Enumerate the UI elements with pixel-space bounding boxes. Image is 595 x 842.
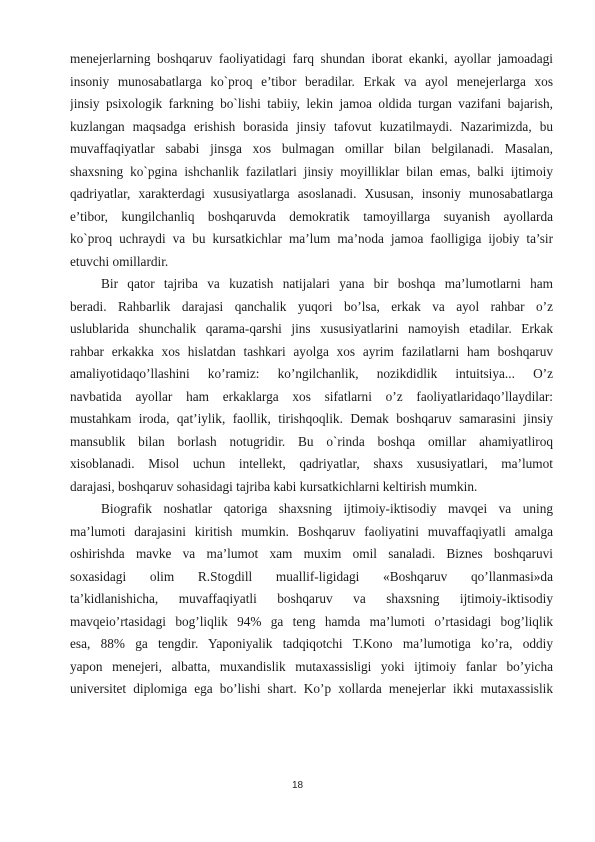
text-line: menejerlarning boshqaruv faoliyatidagi farq shundan iborat ekanki, ayollar jamoadagi [70,51,553,66]
text-line: etuvchi omillardir. [70,253,169,269]
page-number: 18 [291,780,304,791]
text-line: ko`proq uchraydi va bu kursatkichlar ma’lum ma’noda jamoa faolligiga ijobiy ta’sir [70,231,553,246]
text-line: rahbar erkakka xos hislatdan tashkari ayolga xos ayrim fazilatlarni ham boshqaruv [70,343,553,359]
text-line: universitet diplomiga ega bo’lishi shart. Ko’p xollarda menejerlar ikki mutaxassislik [70,681,553,696]
text-line: beradi. Rahbarlik darajasi qanchalik yuqori bo’lsa, erkak va ayol rahbar o’z [70,298,553,314]
text-line: uslublarida shunchalik qarama-qarshi jins xususiyatlarini namoyish etadilar. Erkak [70,321,553,336]
text-line: Biografik noshatlar qatoriga shaxsning ijtimoiy-iktisodiy mavqei va uning [101,501,553,516]
text-line: qadriyatlar, xarakterdagi xususiyatlarga asoslanadi. Xususan, insoniy munosabatlarga [70,186,553,201]
paragraph-2 [70,273,553,498]
text-line: mansublik bilan borlash notugridir. Bu o`rinda boshqa omillar ahamiyatliroq [70,433,553,449]
paragraph-1 [70,48,553,273]
text-line: oshirishda mavke va ma’lumot xam muxim omil sanaladi. Biznes boshqaruvi [70,546,553,561]
text-line: ta’kidlanishicha, muvaffaqiyatli boshqaruv va shaxsning ijtimoiy-iktisodiy [70,591,553,606]
text-line: esa, 88% ga tengdir. Yaponiyalik tadqiqotchi T.Kono ma’lumotiga ko’ra, oddiy [70,636,553,651]
text-line: navbatida ayollar ham erkaklarga xos sifatlarni o’z faoliyatlaridaqo’llaydilar: [70,388,553,404]
text-line: yapon menejeri, albatta, muxandislik mutaxassisligi yoki ijtimoiy fanlar bo’yicha [70,658,553,674]
text-line: mustahkam iroda, qat’iylik, faollik, tirishqoqlik. Demak boshqaruv samarasini jinsiy [70,411,553,426]
text-line: jinsiy psixologik farkning bo`lishi tabiiy, lekin jamoa oldida turgan vazifani bajarish, [70,96,553,111]
text-line: amaliyotidaqo’llashini ko’ramiz: ko’ngilchanlik, nozikdidlik intuitsiya... O’z [70,366,553,381]
text-line: e’tibor, kungilchanliq boshqaruvda demokratik tamoyillarga suyanish ayollarda [70,208,553,224]
text-line: soxasidagi olim R.Stogdill muallif-ligidagi «Boshqaruv qo’llanmasi»da [70,568,553,584]
text-line: darajasi, boshqaruv sohasidagi tajriba kabi kursatkichlarni keltirish mumkin. [70,478,478,494]
text-line: shaxsning ko`pgina ishchanlik fazilatlari jinsiy moyilliklar bilan emas, balki ijtimoiy [70,163,553,179]
text-line: xisoblanadi. Misol uchun intellekt, qadriyatlar, shaxs xususiyatlari, ma’lumot [70,456,553,471]
text-line: muvaffaqiyatlar sababi jinsga xos bulmagan omillar bilan belgilanadi. Masalan, [70,141,553,156]
document-page [70,48,553,701]
text-line: kuzlangan maqsadga erishish borasida jinsiy tafovut kuzatilmaydi. Nazarimizda, bu [70,118,553,134]
text-line: ma’lumoti darajasini kiritish mumkin. Boshqaruv faoliyatini muvaffaqiyatli amalga [70,523,553,539]
paragraph-3 [70,498,553,701]
text-line: insoniy munosabatlarga ko`proq e’tibor beradilar. Erkak va ayol menejerlarga xos [70,73,553,89]
text-line: Bir qator tajriba va kuzatish natijalari yana bir boshqa ma’lumotlarni ham [101,276,553,291]
text-line: mavqeio’rtasidagi bog’liqlik 94% ga teng hamda ma’lumoti o’rtasidagi bog’liqlik [70,613,553,629]
